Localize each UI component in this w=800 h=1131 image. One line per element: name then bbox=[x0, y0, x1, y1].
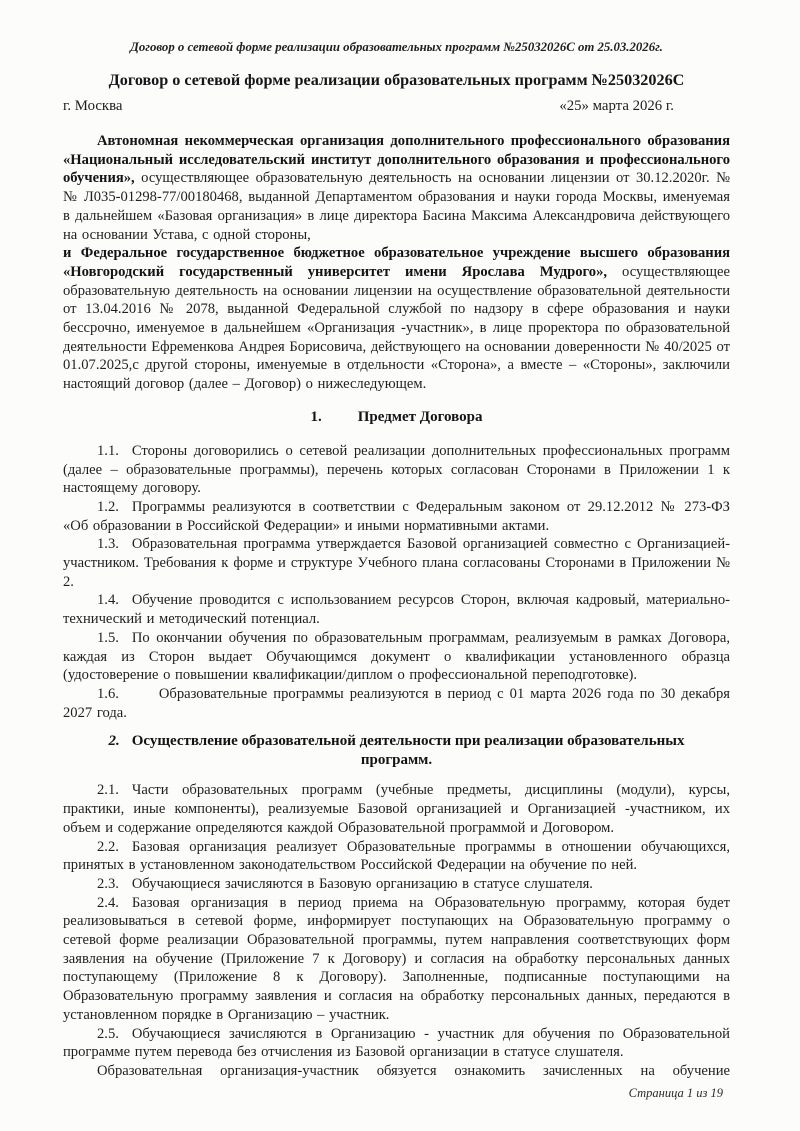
clause-text: Программы реализуются в соответствии с Федеральным законом от 29.12.2012 № 273-ФЗ «Об образовании в Российской Федерации» и иными нормативными актами. bbox=[63, 498, 730, 534]
section-2-number: 2. bbox=[108, 733, 120, 750]
clause-2-1 bbox=[63, 781, 730, 837]
party-1-name: Автономная некоммерческая организация дополнительного профессионального образования «Национальный исследовательский институт дополнительного образования и профессионального обучения», bbox=[63, 133, 730, 187]
clause-text: По окончании обучения по образовательным программам, реализуемым в рамках Договора, каждая из Сторон выдает Обучающимся документ о квалификации установленного образца (удостоверение о повышении квалификации/диплом о профессиональной переподготовке). bbox=[63, 629, 730, 684]
clause-2-4 bbox=[63, 894, 730, 1025]
running-header: Договор о сетевой форме реализации образовательных программ №25032026С от 25.03.2026г. bbox=[130, 40, 663, 54]
clause-1-4 bbox=[63, 591, 730, 628]
section-1-heading bbox=[63, 408, 730, 427]
clause-number: 1.6. bbox=[97, 685, 119, 702]
clause-text: Обучающиеся зачисляются в Организацию - участник для обучения по Образовательной программе путем перевода без отчисления из Базовой организации в статусе слушателя. bbox=[63, 1025, 730, 1061]
clause-text: Базовая организация в период приема на Образовательную программу, которая будет реализовываться в сетевой форме, информирует поступающих на Образовательную программу о сетевой форме реализации Образовательной программы, путем направления соответствующих форм заявления на обучение (Приложение 7 к Договору) и согласия на обработку персональных данных поступающему (Приложение 8 к Договору). Заполненные, подписанные поступающими на Образовательную программу заявления и согласия на обработку персональных данных, передаются в установленном порядке в Организацию – участник. bbox=[63, 894, 730, 1023]
clause-number: 2.1. bbox=[97, 782, 119, 799]
section-1-number: 1. bbox=[310, 408, 322, 425]
clause-number: 2.5. bbox=[97, 1025, 119, 1042]
clause-number: 2.3. bbox=[97, 875, 119, 892]
section-1-title: Предмет Договора bbox=[357, 408, 483, 425]
section-2-heading bbox=[103, 732, 690, 770]
clause-2-3 bbox=[63, 875, 730, 894]
clause-1-1 bbox=[63, 442, 730, 498]
clause-1-3 bbox=[63, 535, 730, 591]
clause-2-5 bbox=[63, 1025, 730, 1062]
clause-1-2 bbox=[63, 498, 730, 535]
clause-text: Базовая организация реализует Образовательные программы в отношении обучающихся, принятых в установленном законодательством Российской Федерации на обучение по ней. bbox=[63, 838, 730, 874]
clause-number: 1.5. bbox=[97, 629, 119, 646]
clause-text: Образовательные программы реализуются в период с 01 марта 2026 года по 30 декабря 2027 года. bbox=[63, 685, 730, 721]
clause-text: Части образовательных программ (учебные предметы, дисциплины (модули), курсы, практики, иные компоненты), реализуемые Базовой организацией и Организацией -участником, их объем и содержание определяются каждой Образовательной программой и Договором. bbox=[63, 782, 730, 836]
document-title: Договор о сетевой форме реализации образовательных программ №25032026С bbox=[108, 71, 685, 89]
clause-text: Стороны договорились о сетевой реализации дополнительных профессиональных программ (далее – образовательные программы), перечень которых согласован Сторонами в Приложении 1 к настоящему договору. bbox=[63, 442, 730, 497]
date-label: «25» марта 2026 г. bbox=[559, 98, 674, 114]
place-date-row bbox=[63, 98, 730, 115]
section-2-title: Осуществление образовательной деятельности при реализации образовательных программ. bbox=[131, 733, 685, 769]
party-2-details: осуществляющее образовательную деятельность на основании лицензии на осуществление образовательной деятельности от 13.04.2016 № 2078, выданной Федеральной службой по надзору в сфере образования и науки бессрочно, именуемое в дальнейшем «Организация -участник», в лице проректора по образовательной деятельности Ефременкова Андрея Борисовича, действующего на основании доверенности № 40/2025 от 01.07.2025,с другой стороны, именуемые в отдельности «Сторона», а вместе – «Стороны», заключили настоящий договор (далее – Договор) о нижеследующем. bbox=[63, 263, 730, 393]
clause-1-5 bbox=[63, 629, 730, 685]
party-1-details: осуществляющее образовательную деятельность на основании лицензии от 30.12.2020г. № № Л035-01298-77/00180468, выданной Департаментом образования и науки города Москвы, именуемая в дальнейшем «Базовая организация» в лице директора Басина Максима Александровича действующего на основании Устава, с одной стороны, bbox=[63, 170, 730, 243]
preamble-party-1 bbox=[63, 132, 730, 244]
clause-number: 1.2. bbox=[97, 498, 119, 515]
clause-text: Обучающиеся зачисляются в Базовую организацию в статусе слушателя. bbox=[131, 875, 593, 892]
clause-1-6 bbox=[63, 685, 730, 722]
clause-text: Обучение проводится с использованием ресурсов Сторон, включая кадровый, материально-технический и методический потенциал. bbox=[63, 592, 730, 628]
clause-number: 2.4. bbox=[97, 894, 119, 911]
closing-paragraph: Образовательная организация-участник обязуется ознакомить зачисленных на обучение bbox=[97, 1062, 730, 1079]
clause-text: Образовательная программа утверждается Базовой организацией совместно с Организацией-участником. Требования к форме и структуре Учебного плана согласованы Сторонами в Приложении № 2. bbox=[63, 536, 730, 590]
place-label: г. Москва bbox=[63, 98, 123, 114]
page-number-footer: Страница 1 из 19 bbox=[628, 1086, 723, 1100]
preamble-party-2 bbox=[63, 244, 730, 394]
party-2-name: и Федеральное государственное бюджетное образовательное учреждение высшего образования «Новгородский государственный университет имени Ярослава Мудрого», bbox=[63, 245, 730, 280]
clause-number: 1.1. bbox=[97, 442, 119, 459]
clause-number: 1.4. bbox=[97, 592, 119, 609]
clause-number: 2.2. bbox=[97, 838, 119, 855]
clause-number: 1.3. bbox=[97, 536, 119, 553]
clause-2-2 bbox=[63, 838, 730, 875]
